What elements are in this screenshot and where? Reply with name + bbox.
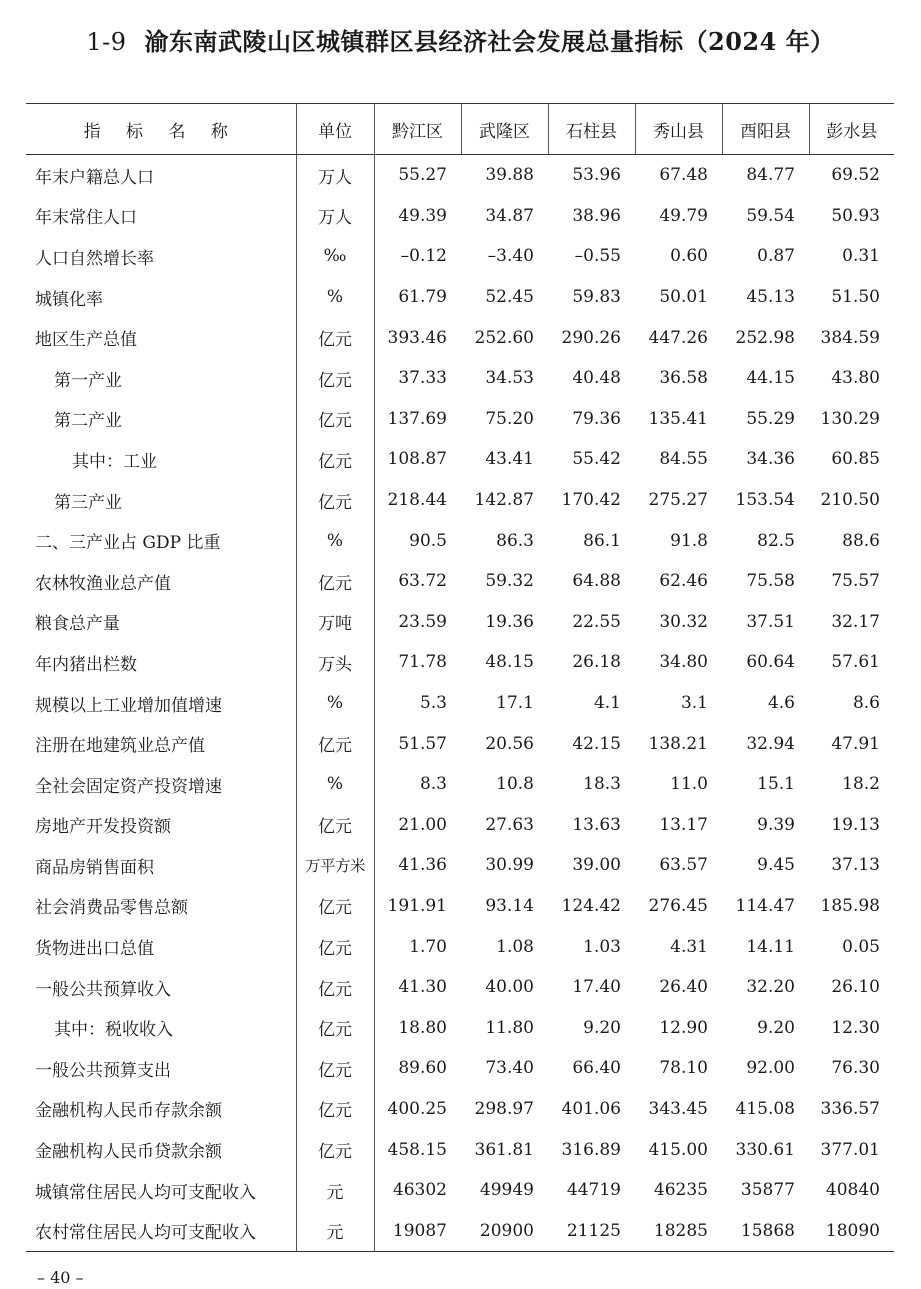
unit-cell: 亿元 — [296, 967, 374, 1008]
value-cell: 57.61 — [831, 652, 880, 673]
value-cell: 185.98 — [820, 895, 880, 916]
value-cell: 14.11 — [746, 936, 795, 957]
table-row — [26, 480, 894, 521]
unit-cell: ‰ — [296, 236, 374, 277]
header-shizhu: 石柱县 — [548, 104, 635, 155]
value-cell: 8.3 — [419, 774, 447, 795]
indicator-name: 粮食总产量 — [35, 614, 120, 635]
indicator-name: 规模以上工业增加值增速 — [35, 695, 222, 716]
indicator-name: 房地产开发投资额 — [35, 817, 171, 838]
value-cell: 59.83 — [572, 287, 621, 308]
page-number: – 40 – — [37, 1268, 84, 1287]
value-cell: 9.39 — [757, 814, 795, 835]
table-row — [26, 1129, 894, 1170]
value-cell: 13.17 — [659, 814, 708, 835]
value-cell: 49.39 — [398, 205, 447, 226]
value-cell: 10.8 — [496, 774, 534, 795]
value-cell: 170.42 — [561, 490, 621, 511]
indicator-name: 一般公共预算支出 — [35, 1060, 171, 1081]
unit-cell: 亿元 — [296, 1007, 374, 1048]
value-cell: 75.20 — [485, 408, 534, 429]
value-cell: 4.1 — [593, 693, 621, 714]
value-cell: 32.94 — [746, 733, 795, 754]
value-cell: 60.85 — [831, 449, 880, 470]
table-row — [26, 926, 894, 967]
value-cell: 252.60 — [474, 327, 534, 348]
value-cell: 91.8 — [670, 530, 708, 551]
unit-cell: 亿元 — [296, 1048, 374, 1089]
unit-cell: 亿元 — [296, 1089, 374, 1130]
value-cell: 69.52 — [831, 165, 880, 186]
value-cell: 0.31 — [842, 246, 880, 267]
value-cell: 290.26 — [561, 327, 621, 348]
value-cell: 218.44 — [387, 490, 447, 511]
table-row — [26, 1170, 894, 1211]
unit-cell: 亿元 — [296, 1129, 374, 1170]
indicator-name: 金融机构人民币存款余额 — [35, 1101, 222, 1122]
value-cell: 62.46 — [659, 571, 708, 592]
table-row — [26, 642, 894, 683]
value-cell: 191.91 — [387, 895, 447, 916]
value-cell: 393.46 — [387, 327, 447, 348]
value-cell: 15868 — [722, 1210, 809, 1251]
table-title: 渝东南武陵山区城镇群区县经济社会发展总量指标（2024 年） — [144, 27, 835, 56]
unit-cell: 亿元 — [296, 723, 374, 764]
value-cell: 276.45 — [648, 895, 708, 916]
unit-cell: 亿元 — [296, 561, 374, 602]
indicator-name: 农林牧渔业总产值 — [35, 573, 171, 594]
header-pengshui: 彭水县 — [809, 104, 894, 155]
indicator-name: 注册在地建筑业总产值 — [35, 736, 205, 757]
value-cell: 42.15 — [572, 733, 621, 754]
value-cell: 19.36 — [485, 611, 534, 632]
value-cell: 415.00 — [648, 1139, 708, 1160]
value-cell: 27.63 — [485, 814, 534, 835]
value-cell: 39.88 — [485, 165, 534, 186]
header-qianjiang: 黔江区 — [374, 104, 461, 155]
table-row — [26, 439, 894, 480]
value-cell: 84.55 — [659, 449, 708, 470]
value-cell: 21125 — [548, 1210, 635, 1251]
value-cell: 3.1 — [680, 693, 708, 714]
value-cell: 447.26 — [648, 327, 708, 348]
header-youyang: 酉阳县 — [722, 104, 809, 155]
value-cell: 84.77 — [746, 165, 795, 186]
value-cell: 8.6 — [852, 693, 880, 714]
value-cell: 210.50 — [820, 490, 880, 511]
indicator-name: 第二产业 — [54, 411, 122, 432]
value-cell: 135.41 — [648, 408, 708, 429]
table-row — [26, 358, 894, 399]
table-row — [26, 602, 894, 643]
value-cell: 50.93 — [831, 205, 880, 226]
value-cell: 1.08 — [496, 936, 534, 957]
value-cell: 21.00 — [398, 814, 447, 835]
value-cell: 18285 — [635, 1210, 722, 1251]
table-row — [26, 155, 894, 196]
value-cell: 138.21 — [648, 733, 708, 754]
indicator-name: 货物进出口总值 — [35, 939, 154, 960]
value-cell: 17.40 — [572, 977, 621, 998]
value-cell: 26.10 — [831, 977, 880, 998]
value-cell: 5.3 — [419, 693, 447, 714]
unit-cell: 元 — [296, 1210, 374, 1251]
indicator-table — [26, 103, 894, 1252]
unit-cell: 亿元 — [296, 480, 374, 521]
header-indicator: 指 标 名 称 — [26, 104, 296, 155]
value-cell: 48.15 — [485, 652, 534, 673]
value-cell: 66.40 — [572, 1058, 621, 1079]
value-cell: 108.87 — [387, 449, 447, 470]
value-cell: 343.45 — [648, 1098, 708, 1119]
value-cell: 13.63 — [572, 814, 621, 835]
value-cell: 78.10 — [659, 1058, 708, 1079]
table-row — [26, 236, 894, 277]
value-cell: 92.00 — [746, 1058, 795, 1079]
value-cell: 26.40 — [659, 977, 708, 998]
value-cell: 377.01 — [820, 1139, 880, 1160]
table-row — [26, 845, 894, 886]
indicator-name: 第三产业 — [54, 492, 122, 513]
value-cell: 90.5 — [409, 530, 447, 551]
value-cell: 46235 — [653, 1180, 708, 1201]
value-cell: 61.79 — [398, 287, 447, 308]
value-cell: 44719 — [566, 1180, 621, 1201]
value-cell: 50.01 — [659, 287, 708, 308]
unit-cell: 亿元 — [296, 886, 374, 927]
value-cell: 71.78 — [398, 652, 447, 673]
value-cell: 41.36 — [398, 855, 447, 876]
value-cell: 20900 — [461, 1210, 548, 1251]
indicator-name: 年末常住人口 — [35, 208, 137, 229]
value-cell: 19087 — [374, 1210, 461, 1251]
indicator-name: 商品房销售面积 — [35, 857, 154, 878]
table-row — [26, 1007, 894, 1048]
value-cell: 11.0 — [670, 774, 708, 795]
value-cell: 9.20 — [583, 1017, 621, 1038]
value-cell: 0.05 — [842, 936, 880, 957]
value-cell: 12.90 — [659, 1017, 708, 1038]
header-row — [26, 104, 894, 155]
value-cell: 59.32 — [485, 571, 534, 592]
indicator-name: 农村常住居民人均可支配收入 — [26, 1210, 296, 1251]
value-cell: 63.72 — [398, 571, 447, 592]
unit-cell: 亿元 — [296, 358, 374, 399]
indicator-name: 金融机构人民币贷款余额 — [35, 1142, 222, 1163]
table-row — [26, 967, 894, 1008]
value-cell: 89.60 — [398, 1058, 447, 1079]
table-body — [26, 155, 894, 1252]
value-cell: 9.20 — [757, 1017, 795, 1038]
value-cell: 67.48 — [659, 165, 708, 186]
value-cell: 38.96 — [572, 205, 621, 226]
value-cell: 51.50 — [831, 287, 880, 308]
indicator-name: 地区生产总值 — [35, 330, 137, 351]
value-cell: 35877 — [740, 1180, 795, 1201]
value-cell: 18.2 — [842, 774, 880, 795]
value-cell: 32.20 — [746, 977, 795, 998]
value-cell: 384.59 — [820, 327, 880, 348]
value-cell: 30.32 — [659, 611, 708, 632]
value-cell: 60.64 — [746, 652, 795, 673]
header-unit: 单位 — [296, 104, 374, 155]
value-cell: 18.3 — [583, 774, 621, 795]
value-cell: 55.29 — [746, 408, 795, 429]
value-cell: 63.57 — [659, 855, 708, 876]
value-cell: 55.42 — [572, 449, 621, 470]
value-cell: 18090 — [809, 1210, 894, 1251]
value-cell: 40840 — [825, 1180, 880, 1201]
value-cell: 34.80 — [659, 652, 708, 673]
value-cell: 40.00 — [485, 977, 534, 998]
value-cell: 46302 — [392, 1180, 447, 1201]
value-cell: 34.36 — [746, 449, 795, 470]
table-row — [26, 561, 894, 602]
value-cell: –0.55 — [574, 246, 621, 267]
indicator-name: 年末户籍总人口 — [35, 167, 154, 188]
table-row — [26, 399, 894, 440]
value-cell: 86.3 — [496, 530, 534, 551]
value-cell: 37.13 — [831, 855, 880, 876]
unit-cell: % — [296, 683, 374, 724]
unit-cell: 亿元 — [296, 439, 374, 480]
value-cell: 86.1 — [583, 530, 621, 551]
value-cell: 64.88 — [572, 571, 621, 592]
value-cell: 400.25 — [387, 1098, 447, 1119]
unit-cell: % — [296, 277, 374, 318]
value-cell: 49.79 — [659, 205, 708, 226]
unit-cell: 亿元 — [296, 399, 374, 440]
value-cell: 0.87 — [757, 246, 795, 267]
page-title — [0, 22, 921, 57]
value-cell: 19.13 — [831, 814, 880, 835]
value-cell: 55.27 — [398, 165, 447, 186]
value-cell: 361.81 — [474, 1139, 534, 1160]
indicator-name: 城镇化率 — [35, 289, 103, 310]
unit-cell: 亿元 — [296, 926, 374, 967]
unit-cell: 元 — [296, 1170, 374, 1211]
indicator-name: 其中：工业 — [72, 451, 157, 472]
value-cell: 93.14 — [485, 895, 534, 916]
unit-cell: % — [296, 520, 374, 561]
value-cell: 51.57 — [398, 733, 447, 754]
value-cell: 43.80 — [831, 368, 880, 389]
value-cell: 75.57 — [831, 571, 880, 592]
value-cell: 41.30 — [398, 977, 447, 998]
value-cell: 45.13 — [746, 287, 795, 308]
value-cell: 17.1 — [496, 693, 534, 714]
indicator-name: 人口自然增长率 — [35, 248, 154, 269]
indicator-name: 年内猪出栏数 — [35, 654, 137, 675]
value-cell: 34.87 — [485, 205, 534, 226]
value-cell: 1.70 — [409, 936, 447, 957]
indicator-name: 第一产业 — [54, 370, 122, 391]
value-cell: 88.6 — [842, 530, 880, 551]
value-cell: 330.61 — [735, 1139, 795, 1160]
table-row — [26, 196, 894, 237]
unit-cell: 亿元 — [296, 317, 374, 358]
value-cell: 34.53 — [485, 368, 534, 389]
value-cell: 9.45 — [757, 855, 795, 876]
value-cell: 298.97 — [474, 1098, 534, 1119]
value-cell: 22.55 — [572, 611, 621, 632]
indicator-name: 社会消费品零售总额 — [35, 898, 188, 919]
value-cell: 23.59 — [398, 611, 447, 632]
table-code: 1-9 — [86, 28, 127, 56]
table-row — [26, 520, 894, 561]
value-cell: 401.06 — [561, 1098, 621, 1119]
value-cell: 73.40 — [485, 1058, 534, 1079]
table-row — [26, 317, 894, 358]
value-cell: 37.33 — [398, 368, 447, 389]
unit-cell: 万人 — [296, 155, 374, 196]
value-cell: 252.98 — [735, 327, 795, 348]
indicator-name: 城镇常住居民人均可支配收入 — [35, 1182, 256, 1203]
unit-cell: 万吨 — [296, 602, 374, 643]
value-cell: 275.27 — [648, 490, 708, 511]
value-cell: –0.12 — [400, 246, 447, 267]
unit-cell: 亿元 — [296, 805, 374, 846]
value-cell: 316.89 — [561, 1139, 621, 1160]
value-cell: 47.91 — [831, 733, 880, 754]
value-cell: 82.5 — [757, 530, 795, 551]
value-cell: 53.96 — [572, 165, 621, 186]
value-cell: 59.54 — [746, 205, 795, 226]
unit-cell: 万人 — [296, 196, 374, 237]
value-cell: 20.56 — [485, 733, 534, 754]
value-cell: 44.15 — [746, 368, 795, 389]
table-row — [26, 723, 894, 764]
value-cell: 52.45 — [485, 287, 534, 308]
value-cell: 458.15 — [387, 1139, 447, 1160]
value-cell: 124.42 — [561, 895, 621, 916]
value-cell: 11.80 — [485, 1017, 534, 1038]
value-cell: 32.17 — [831, 611, 880, 632]
value-cell: 4.31 — [670, 936, 708, 957]
table-row — [26, 683, 894, 724]
value-cell: 75.58 — [746, 571, 795, 592]
value-cell: 153.54 — [735, 490, 795, 511]
value-cell: 40.48 — [572, 368, 621, 389]
indicator-name: 全社会固定资产投资增速 — [35, 776, 222, 797]
unit-cell: 万头 — [296, 642, 374, 683]
value-cell: 26.18 — [572, 652, 621, 673]
value-cell: 137.69 — [387, 408, 447, 429]
value-cell: 15.1 — [757, 774, 795, 795]
indicator-name: 二、三产业占 GDP 比重 — [35, 533, 221, 554]
table-row — [26, 1048, 894, 1089]
value-cell: 415.08 — [735, 1098, 795, 1119]
value-cell: 18.80 — [398, 1017, 447, 1038]
value-cell: 1.03 — [583, 936, 621, 957]
table-row — [26, 764, 894, 805]
header-xiushan: 秀山县 — [635, 104, 722, 155]
value-cell: 49949 — [479, 1180, 534, 1201]
indicator-name: 一般公共预算收入 — [35, 979, 171, 1000]
value-cell: 0.60 — [670, 246, 708, 267]
unit-cell: % — [296, 764, 374, 805]
value-cell: 12.30 — [831, 1017, 880, 1038]
table-row — [26, 805, 894, 846]
value-cell: 4.6 — [767, 693, 795, 714]
value-cell: 30.99 — [485, 855, 534, 876]
value-cell: 43.41 — [485, 449, 534, 470]
value-cell: 37.51 — [746, 611, 795, 632]
value-cell: 79.36 — [572, 408, 621, 429]
table-row — [26, 1210, 894, 1251]
value-cell: 76.30 — [831, 1058, 880, 1079]
value-cell: 130.29 — [820, 408, 880, 429]
table-row — [26, 1089, 894, 1130]
value-cell: 336.57 — [820, 1098, 880, 1119]
value-cell: 142.87 — [474, 490, 534, 511]
value-cell: 36.58 — [659, 368, 708, 389]
table-row — [26, 277, 894, 318]
unit-cell: 万平方米 — [296, 845, 374, 886]
value-cell: 39.00 — [572, 855, 621, 876]
header-wulong: 武隆区 — [461, 104, 548, 155]
value-cell: –3.40 — [487, 246, 534, 267]
indicator-name: 其中：税收收入 — [54, 1020, 173, 1041]
table-row — [26, 886, 894, 927]
value-cell: 114.47 — [735, 895, 795, 916]
